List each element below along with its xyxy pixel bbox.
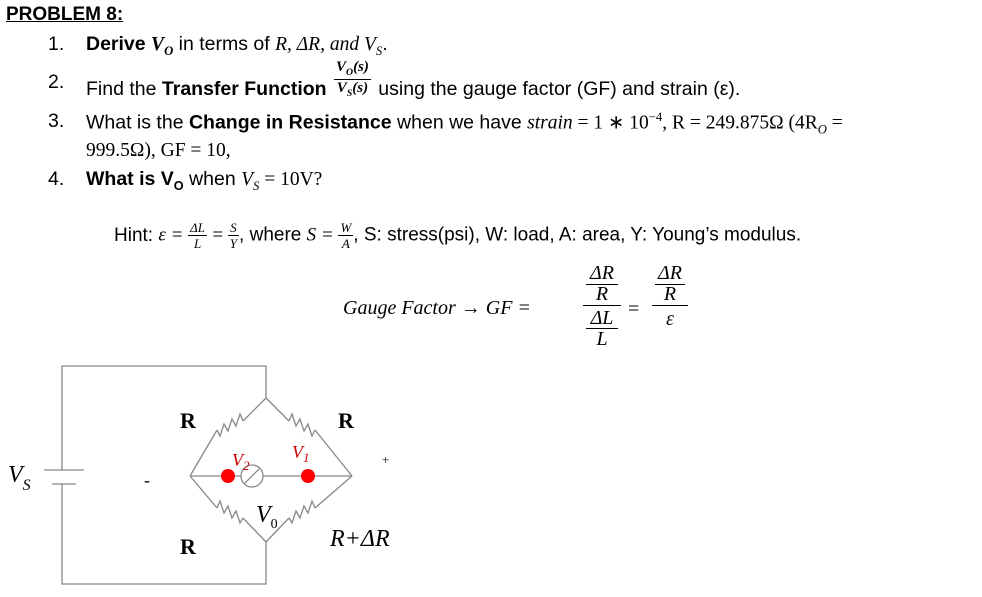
transfer-function-fraction: $\frac{V_O(s)}{V_S(s)}$ bbox=[336, 59, 369, 99]
hint-line: Hint: ε = $\frac{\Delta L}{L}$ = $\frac{S}{Y}$ , where S = $\frac{W}{A}$ , S: stress(psi), W: load, A: area, Y: Young’s modulus. bbox=[114, 220, 802, 251]
label-r-top-left: R bbox=[180, 408, 196, 433]
question-1-text: Derive $V_O$ in terms of R, ΔR, and $V_S$. bbox=[86, 33, 388, 58]
label-vs: $V_S$ bbox=[8, 462, 31, 494]
label-plus: + bbox=[382, 452, 390, 467]
gauge-factor-label: Gauge Factor → GF = bbox=[343, 297, 531, 319]
problem-title: PROBLEM 8: bbox=[6, 4, 124, 25]
resistor-bottom-right bbox=[289, 501, 315, 523]
resistor-top-left bbox=[217, 414, 243, 436]
node-v1-dot bbox=[301, 469, 315, 483]
label-r-bottom-right: R+ΔR bbox=[330, 526, 390, 552]
question-2: 2. bbox=[48, 71, 65, 93]
gauge-equals: = bbox=[628, 298, 640, 320]
gauge-factor-right-fraction: ΔR R ε bbox=[652, 262, 688, 330]
item-number: 1. bbox=[48, 33, 65, 55]
battery-symbol bbox=[44, 470, 84, 484]
label-minus: - bbox=[144, 470, 150, 490]
hint-fraction-stress: $\frac{S}{Y}$ bbox=[229, 220, 238, 251]
question-2-text: Find the Transfer Function $\frac{V_O(s)}{V_S(s)}$ using the gauge factor (GF) and strain (ε). bbox=[86, 59, 741, 101]
hint-fraction-load: $\frac{W}{A}$ bbox=[340, 220, 352, 251]
question-3-line-2: 999.5Ω), GF = 10, bbox=[86, 140, 231, 161]
node-v2-dot bbox=[221, 469, 235, 483]
wheatstone-bridge-diagram bbox=[0, 360, 460, 597]
outer-wires bbox=[62, 366, 266, 584]
label-r-bottom-left: R bbox=[180, 534, 196, 559]
label-vo: $V_0$ bbox=[256, 502, 278, 532]
question-3-line-1: What is the Change in Resistance when we have strain = 1 ∗ $10^{-4}$, R = 249.875Ω ($4R_O$ = bbox=[86, 110, 843, 137]
label-r-top-right: R bbox=[338, 408, 354, 433]
question-3: 3. bbox=[48, 110, 65, 132]
label-v2: $V_2$ bbox=[232, 450, 250, 473]
resistor-top-right bbox=[289, 414, 315, 436]
question-4: 4. bbox=[48, 168, 65, 190]
question-1 bbox=[48, 33, 64, 56]
gauge-factor-big-fraction: ΔR R ΔL L bbox=[583, 262, 621, 349]
hint-fraction-strain: $\frac{\Delta L}{L}$ bbox=[190, 220, 206, 251]
label-v1: $V_1$ bbox=[292, 442, 310, 465]
resistor-bottom-left bbox=[217, 501, 243, 523]
question-4-text: What is $V_O$ when $V_S = 10V$? bbox=[86, 168, 323, 193]
